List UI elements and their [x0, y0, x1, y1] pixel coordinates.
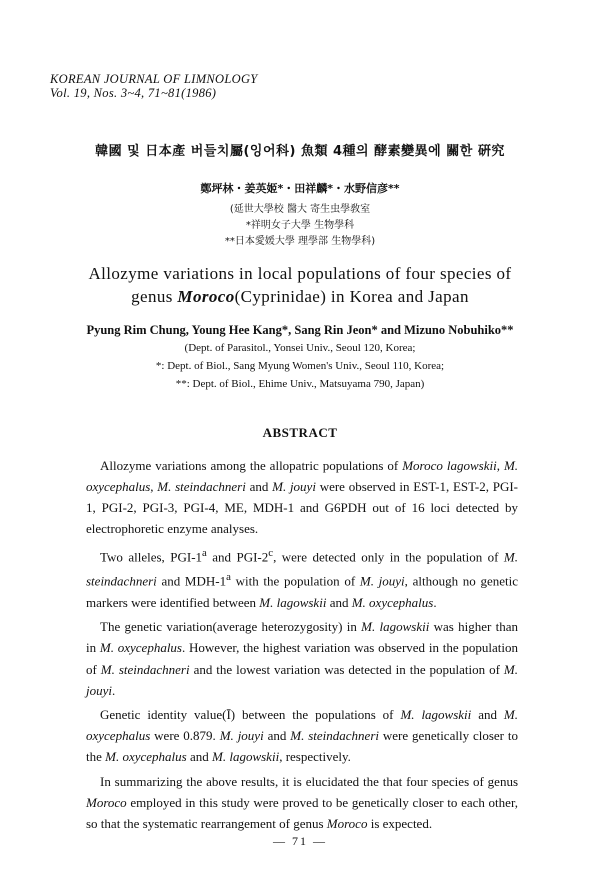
korean-title: 韓國 및 日本產 버들치屬(잉어科) 魚類 4種의 酵素變異에 關한 硏究: [95, 144, 505, 159]
abstract-paragraph-2: Two alleles, PGI-1$^a$ and PGI-2$^c$, were detected only in the population of M. steindachneri and MDH-1$^a$ with the population of M. jouyi, although no genetic markers were identified between M. lagowskii and M. oxycephalus.: [86, 546, 519, 610]
abstract-paragraph-5: In summarizing the above results, it is elucidated the that four species of genus Moroco employed in this study were proved to be genetically closer to each other, so that the systematic rearrangement of genus Moroco is expected.: [86, 773, 518, 832]
english-title: [0, 262, 600, 308]
journal-citation: [50, 72, 258, 100]
journal-name: KOREAN JOURNAL OF LIMNOLOGY: [50, 72, 258, 86]
english-title-line-1: Allozyme variations in local populations of four species of: [88, 264, 512, 283]
korean-authors: 鄭坪林・姜英姬*・田祥麟*・水野信彦**: [200, 182, 400, 195]
abstract-body: [86, 455, 518, 838]
abstract-paragraph-4: Genetic identity value(Ī) between the populations of M. lagowskii and M. oxycephalus were 0.879. M. jouyi and M. steindachneri were genetically closer to the M. oxycephalus and M. lagowskii, respectively.: [86, 707, 519, 765]
english-authors: Pyung Rim Chung, Young Hee Kang*, Sang Rin Jeon* and Mizuno Nobuhiko**: [86, 323, 514, 337]
english-affiliation-1: (Dept. of Parasitol., Yonsei Univ., Seoul 120, Korea;: [184, 342, 416, 354]
abstract-paragraph-1: Allozyme variations among the allopatric populations of Moroco lagowskii, M. oxycephalus, M. steindachneri and M. jouyi were observed in EST-1, EST-2, PGI-1, PGI-2, PGI-3, PGI-4, ME, MDH-1 and G6PDH out of 16 loci detected by electrophoretic enzyme analyses.: [86, 458, 519, 537]
page-number: — 71 —: [273, 834, 327, 848]
english-title-line-2: genus Moroco(Cyprinidae) in Korea and Japan: [131, 287, 469, 306]
english-affiliation-3: **: Dept. of Biol., Ehime Univ., Matsuyama 790, Japan): [175, 378, 425, 390]
korean-affiliation-1: (延世大學校 醫大 寄生虫學敎室: [229, 204, 371, 215]
journal-volume: Vol. 19, Nos. 3~4, 71~81(1986): [50, 86, 217, 100]
abstract-heading: ABSTRACT: [262, 425, 338, 440]
korean-affiliation-2: *祥明女子大學 生物學科: [245, 220, 355, 231]
genus-name: Moroco: [177, 287, 235, 306]
korean-affiliation-3: **日本愛媛大學 理學部 生物學科): [224, 236, 376, 247]
abstract-paragraph-3: The genetic variation(average heterozygosity) in M. lagowskii was higher than in M. oxycephalus. However, the highest variation was observed in the population of M. steindachneri and the lowest variation was detected in the population of M. jouyi.: [86, 619, 519, 698]
english-affiliation-2: *: Dept. of Biol., Sang Myung Women's Univ., Seoul 110, Korea;: [155, 360, 445, 372]
